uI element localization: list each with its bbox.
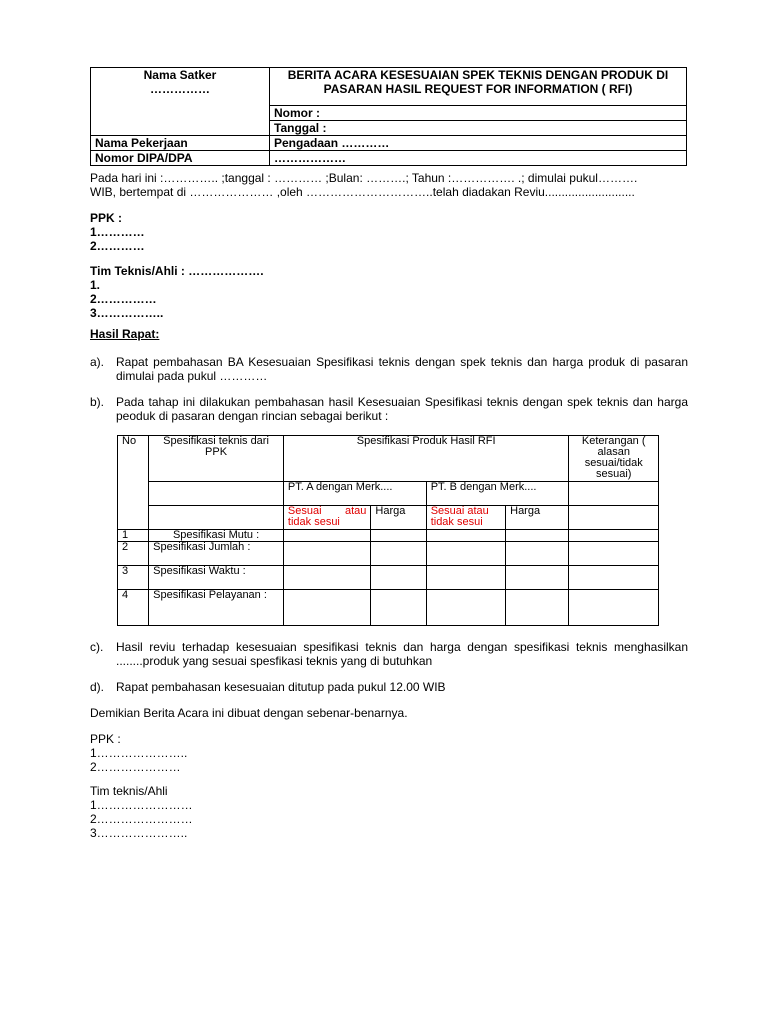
- row-no: 1: [118, 530, 149, 542]
- point-c-marker: c).: [90, 640, 104, 654]
- empty-cell: [283, 530, 370, 542]
- table-row: [118, 530, 659, 542]
- empty-cell: [569, 482, 659, 506]
- row-spek: Spesifikasi Jumlah :: [149, 542, 284, 566]
- ppk-item-2: 2…………: [90, 239, 145, 253]
- nomor-dipa-value: ………………: [270, 151, 687, 166]
- tim-teknis-item-1: 1.: [90, 278, 101, 292]
- nama-pekerjaan-value: Pengadaan …………: [270, 136, 687, 151]
- row-spek: Spesifikasi Mutu :: [149, 530, 284, 542]
- tim-bottom-item-3: 3…………………..: [90, 826, 188, 840]
- empty-cell: [569, 506, 659, 530]
- document-title: BERITA ACARA KESESUAIAN SPEK TEKNIS DENGAN PRODUK DI PASARAN HASIL REQUEST FOR INFORMATION ( RFI): [270, 68, 687, 106]
- row-no: 2: [118, 542, 149, 566]
- empty-cell: [506, 566, 569, 590]
- pt-b-harga-header: Harga: [506, 506, 569, 530]
- empty-cell: [371, 542, 426, 566]
- empty-cell: [371, 590, 426, 626]
- empty-cell: [569, 542, 659, 566]
- hasil-rapat-heading: Hasil Rapat:: [90, 327, 160, 341]
- empty-cell: [569, 566, 659, 590]
- ppk-item-1: 1…………: [90, 225, 145, 239]
- empty-cell: [149, 506, 284, 530]
- empty-cell: [426, 566, 505, 590]
- empty-cell: [506, 590, 569, 626]
- pt-a-header: PT. A dengan Merk....: [283, 482, 426, 506]
- nama-pekerjaan-label: Nama Pekerjaan: [91, 136, 270, 151]
- pt-b-sesuai-header: Sesuai atau tidak sesui: [426, 506, 505, 530]
- point-d-marker: d).: [90, 680, 105, 694]
- pt-a-harga-header: Harga: [371, 506, 426, 530]
- point-a-text: Rapat pembahasan BA Kesesuaian Spesifikasi teknis dengan spek teknis dan harga produk di pasaran dimulai pada pukul …………: [116, 355, 688, 383]
- nama-satker-label: Nama Satker: [143, 68, 217, 82]
- ppk-bottom-item-2: 2…………………: [90, 760, 181, 774]
- pt-a-sesuai-header: Sesuai atau tidak sesui: [283, 506, 370, 530]
- rfi-table: [117, 435, 659, 626]
- point-d-text: Rapat pembahasan kesesuaian ditutup pada pukul 12.00 WIB: [116, 680, 446, 694]
- point-c-text: Hasil reviu terhadap kesesuaian spesifikasi teknis dan harga dengan spesifikasi teknis menghasilkan ........produk yang sesuai spesfikasi teknis yang di butuhkan: [116, 640, 688, 668]
- closing-statement: Demikian Berita Acara ini dibuat dengan sebenar-benarnya.: [90, 706, 408, 720]
- point-b-marker: b).: [90, 395, 105, 409]
- ppk-bottom-item-1: 1…………………..: [90, 746, 188, 760]
- row-spek: Spesifikasi Waktu :: [149, 566, 284, 590]
- empty-cell: [506, 542, 569, 566]
- col-spek-header: Spesifikasi teknis dari PPK: [149, 436, 284, 482]
- col-keterangan-header: Keterangan ( alasan sesuai/tidak sesuai): [569, 436, 659, 482]
- tim-bottom-item-1: 1……………………: [90, 798, 193, 812]
- nomor-dipa-label: Nomor DIPA/DPA: [91, 151, 270, 166]
- nama-satker-value: ……………: [150, 82, 210, 96]
- col-rfi-header: Spesifikasi Produk Hasil RFI: [283, 436, 569, 482]
- row-spek: Spesifikasi Pelayanan :: [149, 590, 284, 626]
- ppk-bottom-label: PPK :: [90, 732, 121, 746]
- header-table: [90, 67, 687, 166]
- table-row: [118, 590, 659, 626]
- row-no: 4: [118, 590, 149, 626]
- point-b-text: Pada tahap ini dilakukan pembahasan hasil Kesesuaian Spesifikasi teknis dengan spek teknis dan harga peoduk di pasaran dengan rincian sebagai berikut :: [116, 395, 688, 423]
- row-no: 3: [118, 566, 149, 590]
- empty-cell: [426, 542, 505, 566]
- empty-cell: [149, 482, 284, 506]
- point-a-marker: a).: [90, 355, 105, 369]
- intro-line-1: Pada hari ini :………….. ;tanggal : ………… ;Bulan: ……….; Tahun :……………. .; dimulai pukul……….: [90, 171, 638, 185]
- nomor-field: Nomor :: [270, 106, 687, 121]
- empty-cell: [371, 566, 426, 590]
- empty-cell: [283, 542, 370, 566]
- nama-satker-cell: [91, 68, 270, 136]
- empty-cell: [506, 530, 569, 542]
- tim-bottom-item-2: 2……………………: [90, 812, 193, 826]
- tim-teknis-item-3: 3……………..: [90, 306, 164, 320]
- tim-teknis-item-2: 2……………: [90, 292, 157, 306]
- empty-cell: [283, 566, 370, 590]
- empty-cell: [569, 590, 659, 626]
- table-row: [118, 566, 659, 590]
- tim-bottom-label: Tim teknis/Ahli: [90, 784, 168, 798]
- tanggal-field: Tanggal :: [270, 121, 687, 136]
- empty-cell: [283, 590, 370, 626]
- empty-cell: [426, 530, 505, 542]
- col-no-header: No: [118, 436, 149, 530]
- empty-cell: [426, 590, 505, 626]
- ppk-label: PPK :: [90, 211, 123, 225]
- empty-cell: [371, 530, 426, 542]
- empty-cell: [569, 530, 659, 542]
- tim-teknis-label: Tim Teknis/Ahli : ……………….: [90, 264, 264, 278]
- pt-b-header: PT. B dengan Merk....: [426, 482, 569, 506]
- intro-line-2: WIB, bertempat di ………………… ,oleh …………………………..telah diadakan Reviu...........................: [90, 185, 635, 199]
- table-row: [118, 542, 659, 566]
